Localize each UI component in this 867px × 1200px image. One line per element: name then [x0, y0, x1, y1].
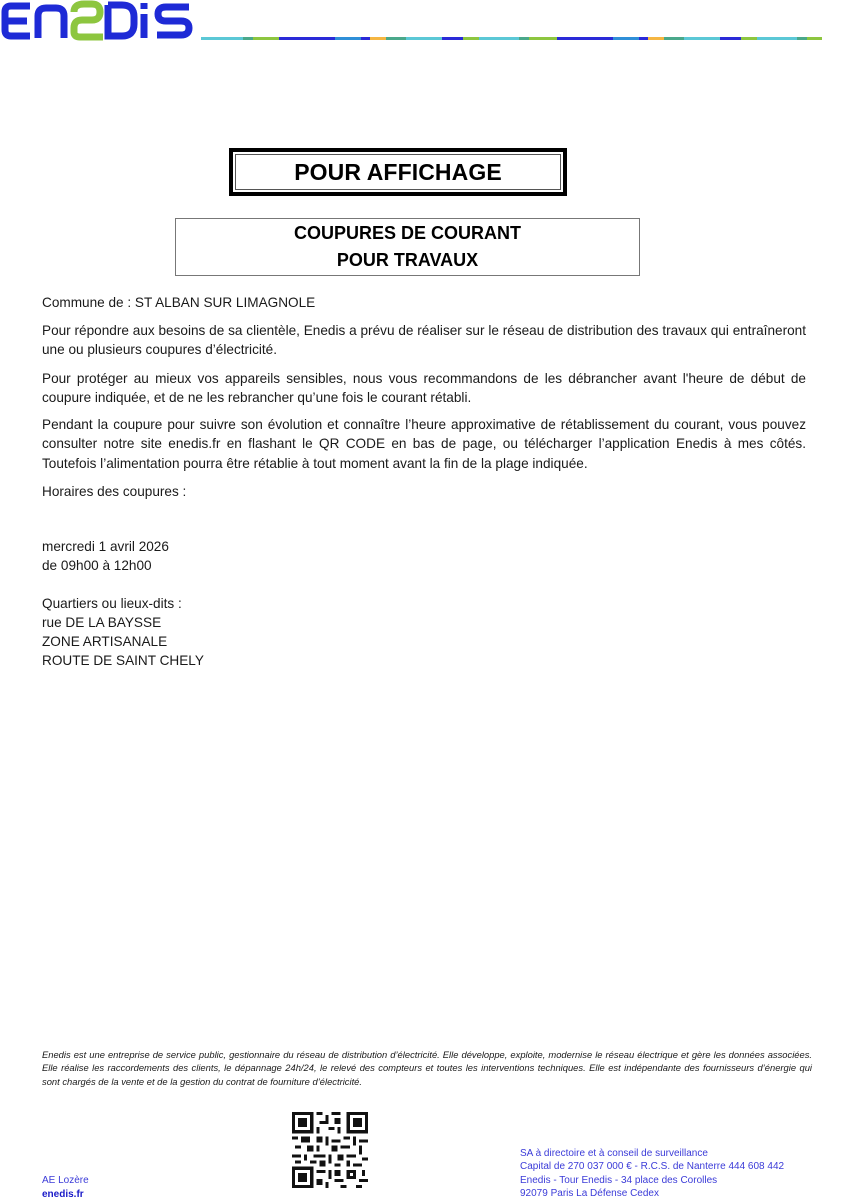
stripe-segment: [648, 37, 664, 40]
stripe-segment: [519, 37, 529, 40]
stripe-segment: [253, 37, 279, 40]
stripe-segment: [807, 37, 822, 40]
paragraph-follow-up: Pendant la coupure pour suivre son évolution et connaître l’heure approximative de rétablissement du courant, vous pouvez consulter notre site enedis.fr en flashant le QR CODE en bas de page, ou télécharger l’application Enedis à mes côtés. Toutefois l’alimentation pourra être rétablie à tout moment avant la fin de la plage indiquée.: [42, 417, 806, 471]
stripe-segment: [463, 37, 479, 40]
company-line: Enedis - Tour Enedis - 34 place des Corolles: [520, 1174, 718, 1186]
stripe-segment: [370, 37, 386, 40]
schedule-label: Horaires des coupures :: [42, 484, 187, 499]
stripe-segment: [797, 37, 807, 40]
stripe-segment: [639, 37, 648, 40]
subtitle-line-2: POUR TRAVAUX: [336, 250, 479, 270]
paragraph-protection: Pour protéger au mieux vos appareils sensibles, nous vous recommandons de les débrancher avant l'heure de début de coupure indiquée, et de ne les rebrancher qu’une fois le courant rétabli.: [42, 371, 806, 406]
subtitle-box: [175, 218, 640, 276]
footer-left: [42, 1174, 89, 1200]
stripe-segment: [479, 37, 519, 40]
stripe-segment: [741, 37, 757, 40]
stripe-segment: [613, 37, 639, 40]
stripe-segment: [386, 37, 406, 40]
website-link[interactable]: enedis.fr: [42, 1188, 84, 1200]
location-item: ROUTE DE SAINT CHELY: [42, 653, 204, 668]
company-line: 92079 Paris La Défense Cedex: [520, 1187, 659, 1199]
schedule-time: de 09h00 à 12h00: [42, 558, 152, 573]
qr-code-icon[interactable]: [292, 1112, 368, 1188]
stripe-segment: [243, 37, 253, 40]
locations-label: Quartiers ou lieux-dits :: [42, 596, 182, 611]
company-line: SA à directoire et à conseil de surveillance: [520, 1148, 708, 1159]
page-title: POUR AFFICHAGE: [235, 154, 561, 190]
schedule-date: mercredi 1 avril 2026: [42, 539, 169, 554]
title-box: [229, 148, 567, 196]
location-item: ZONE ARTISANALE: [42, 634, 168, 649]
stripe-segment: [684, 37, 720, 40]
subtitle-line-1: COUPURES DE COURANT: [293, 223, 521, 243]
stripe-segment: [442, 37, 463, 40]
location-item: rue DE LA BAYSSE: [42, 615, 162, 630]
stripe-segment: [361, 37, 370, 40]
stripe-segment: [757, 37, 797, 40]
paragraph-intro: Pour répondre aux besoins de sa clientèle, Enedis a prévu de réaliser sur le réseau de distribution des travaux qui entraîneront une ou plusieurs coupures d’électricité.: [42, 323, 806, 358]
company-info: [520, 1147, 784, 1200]
legal-notice: Enedis est une entreprise de service public, gestionnaire du réseau de distribution d’électricité. Elle développe, exploite, modernise le réseau électrique et gère les données associées. Elle réalise les raccordements des clients, le dépannage 24h/24, le relevé des compteurs et toutes les interventions techniques. Elle est indépendante des fournisseurs d’énergie qui sont chargés de la vente et de la gestion du contrat de fourniture d’électricité.: [42, 1049, 812, 1087]
stripe-segment: [406, 37, 442, 40]
stripe-segment: [720, 37, 741, 40]
stripe-segment: [664, 37, 684, 40]
enedis-logo: [0, 0, 195, 42]
stripe-segment: [201, 37, 243, 40]
stripe-segment: [335, 37, 361, 40]
commune-label: Commune de : ST ALBAN SUR LIMAGNOLE: [42, 295, 316, 310]
stripe-segment: [557, 37, 613, 40]
brand-stripe: [201, 37, 867, 40]
region-label: AE Lozère: [42, 1175, 89, 1186]
stripe-segment: [279, 37, 335, 40]
company-line: Capital de 270 037 000 € - R.C.S. de Nanterre 444 608 442: [520, 1161, 785, 1173]
stripe-segment: [529, 37, 557, 40]
